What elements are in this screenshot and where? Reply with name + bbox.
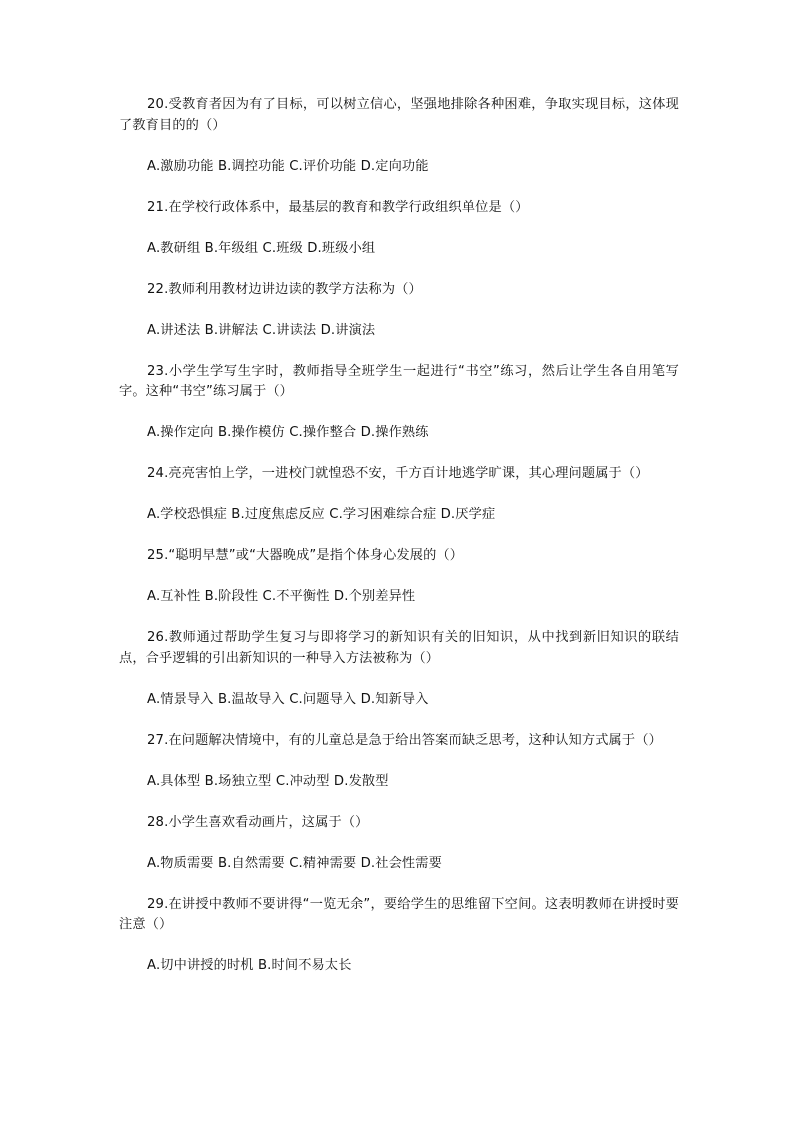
question-21: 21.在学校行政体系中，最基层的教育和教学行政组织单位是（）: [147, 199, 529, 215]
question-26: 26.教师通过帮助学生复习与即将学习的新知识有关的旧知识，从中找到新旧知识的联结点，合乎逻辑的引出新知识的一种导入方法被称为（）: [119, 630, 679, 666]
options-28: A.物质需要 B.自然需要 C.精神需要 D.社会性需要: [147, 855, 442, 871]
options-26: A.情景导入 B.温故导入 C.问题导入 D.知新导入: [147, 691, 429, 707]
options-20: A.激励功能 B.调控功能 C.评价功能 D.定向功能: [147, 158, 429, 174]
options-24: A.学校恐惧症 B.过度焦虑反应 C.学习困难综合症 D.厌学症: [147, 507, 496, 522]
options-29: A.切中讲授的时机 B.时间不易太长: [147, 958, 352, 973]
question-29: 29.在讲授中教师不要讲得“一览无余”，要给学生的思维留下空间。这表明教师在讲授时要注意（）: [119, 896, 679, 932]
options-23: A.操作定向 B.操作模仿 C.操作整合 D.操作熟练: [147, 425, 429, 440]
question-list: [119, 95, 679, 997]
options-21: A.教研组 B.年级组 C.班级 D.班级小组: [147, 240, 376, 256]
question-25: 25.“聪明早慧”或“大器晚成”是指个体身心发展的（）: [147, 548, 464, 563]
question-28: 28.小学生喜欢看动画片，这属于（）: [147, 814, 369, 830]
question-23: 23.小学生学写生字时，教师指导全班学生一起进行“书空”练习，然后让学生各自用笔写字。这种“书空”练习属于（）: [119, 363, 679, 399]
options-25: A.互补性 B.阶段性 C.不平衡性 D.个别差异性: [147, 589, 416, 604]
question-27: 27.在问题解决情境中，有的儿童总是急于给出答案而缺乏思考，这种认知方式属于（）: [147, 732, 662, 748]
question-24: 24.亮亮害怕上学，一进校门就惶恐不安，千方百计地逃学旷课，其心理问题属于（）: [147, 466, 649, 481]
question-20: 20.受教育者因为有了目标，可以树立信心，坚强地排除各种困难，争取实现目标，这体现了教育目的的（）: [119, 97, 679, 133]
options-22: A.讲述法 B.讲解法 C.讲读法 D.讲演法: [147, 322, 376, 338]
question-22: 22.教师利用教材边讲边读的教学方法称为（）: [147, 281, 422, 297]
options-27: A.具体型 B.场独立型 C.冲动型 D.发散型: [147, 773, 389, 789]
